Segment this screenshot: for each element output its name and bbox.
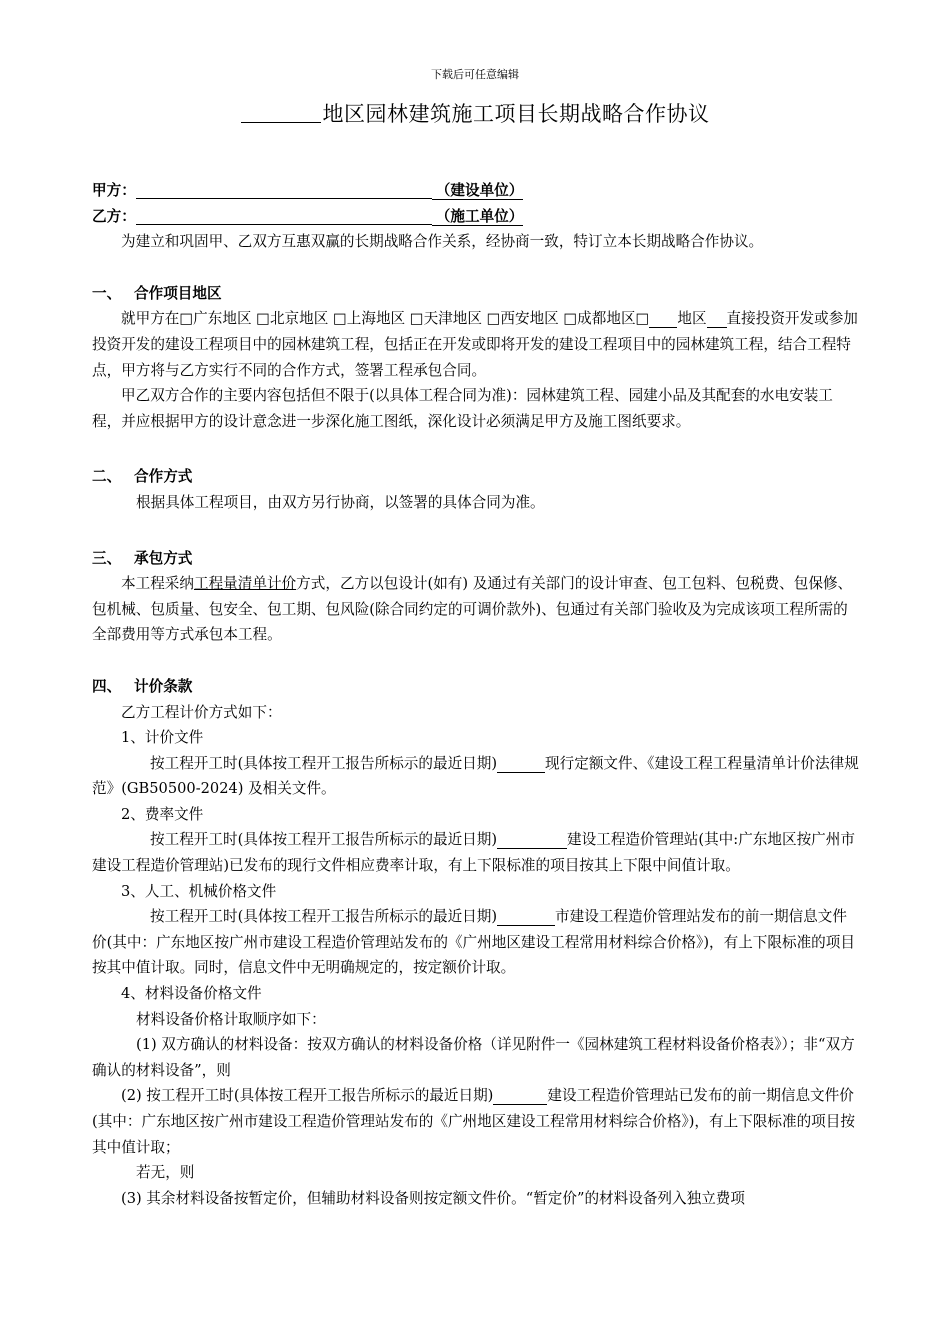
date-blank-2 <box>497 830 567 849</box>
s1-p1-c: 直接投资开发或参加投资开发的建设工程项目中的园林建筑工程，包括正在开发或即将开发的建设工程项目中的园林建筑工程，结合工程特点，甲方将与乙方实行不同的合作方式，签署工程承包合同。 <box>92 310 858 379</box>
s3-p1-b: 方式，乙方以包设计(如有) 及通过有关部门的设计审查、包工包料、包税费、包保修、包机械、包质量、包安全、包工期、包风险(除合同约定的可调价款外)、包通过有关部门验收及为完成该项工程所需的全部费用等方式承包本工程。 <box>92 575 853 644</box>
region-blank <box>649 309 677 328</box>
item-1-title: 1、计价文件 <box>121 729 204 747</box>
item-3-text <box>92 904 860 981</box>
item-4-if-none: 若无，则 <box>136 1164 195 1182</box>
item-4-sub-3: (3) 其余材料设备按暂定价，但辅助材料设备则按定额文件价。“暂定价”的材料设备列入独立费项 <box>121 1189 745 1207</box>
section-2-heading <box>92 464 860 490</box>
i2-b: 建设工程造价管理站(其中:广东地区按广州市建设工程造价管理站)已发布的现行文件相应费率计取，有上下限标准的项目按其上下限中间值计取。 <box>92 831 855 875</box>
item-2-text <box>92 827 860 878</box>
party-a-blank <box>136 180 432 199</box>
section-4-heading <box>92 674 860 700</box>
section-3-title: 承包方式 <box>134 549 193 567</box>
s3-p1-underlined: 工程量清单计价 <box>193 575 297 593</box>
i1-b: 现行定额文件、《建设工程工程量清单计价法律规范》(GB50500-2024) 及相关文件。 <box>92 754 859 798</box>
section-4-number: 四、 <box>92 677 122 695</box>
section-1-title: 合作项目地区 <box>134 284 222 302</box>
i3-a: 按工程开工时(具体按工程开工报告所标示的最近日期) <box>150 908 498 926</box>
section-1-heading <box>92 281 860 307</box>
section-4-intro: 乙方工程计价方式如下： <box>121 703 282 721</box>
party-a-label: 甲方： <box>92 182 136 199</box>
party-a-line <box>92 178 860 204</box>
date-blank-1 <box>497 754 545 773</box>
party-a-role: （建设单位） <box>432 182 524 200</box>
section-4-title: 计价条款 <box>134 677 193 695</box>
s1-p1-b: 地区 <box>677 310 707 328</box>
section-2-number: 二、 <box>92 468 122 486</box>
item-4-intro: 材料设备价格计取顺序如下： <box>136 1010 326 1028</box>
i3-b: 市建设工程造价管理站发布的前一期信息文件价(其中：广东地区按广州市建设工程造价管理站发布的《广州地区建设工程常用材料综合价格》)，有上下限标准的项目按其中值计取。同时，信息文件中无明确规定的，按定额价计取。 <box>92 908 855 977</box>
header-note: 下载后可任意编辑 <box>431 68 519 81</box>
party-b-role: （施工单位） <box>432 208 524 226</box>
s3-p1-a: 本工程采纳 <box>121 575 194 593</box>
party-b-label: 乙方： <box>92 207 136 225</box>
region-blank-2 <box>707 309 727 328</box>
section-1-paragraph-2: 甲乙双方合作的主要内容包括但不限于(以具体工程合同为准)：园林建筑工程、园建小品及其配套的水电安装工程，并应根据甲方的设计意念进一步深化施工图纸，深化设计必须满足甲方及施工图纸要求。 <box>92 387 833 430</box>
party-b-blank <box>136 206 432 225</box>
date-blank-3 <box>497 907 555 926</box>
s1-p1-a: 就甲方在□广东地区 □北京地区 □上海地区 □天津地区 □西安地区 □成都地区□ <box>121 310 650 328</box>
item-1-text <box>92 751 860 802</box>
item-4-title: 4、材料设备价格文件 <box>121 985 262 1003</box>
i4-2-a: (2) 按工程开工时(具体按工程开工报告所标示的最近日期) <box>121 1087 494 1105</box>
item-4-sub-2 <box>92 1083 860 1160</box>
section-3-number: 三、 <box>92 549 122 567</box>
title-blank <box>241 102 321 123</box>
section-2-paragraph: 根据具体工程项目，由双方另行协商，以签署的具体合同为准。 <box>136 493 545 511</box>
date-blank-4 <box>493 1086 547 1105</box>
section-1-paragraph-1 <box>92 306 860 383</box>
document-title <box>0 98 950 128</box>
document-body <box>92 178 860 1211</box>
section-3-heading <box>92 546 860 572</box>
title-text: 地区园林建筑施工项目长期战略合作协议 <box>322 102 710 126</box>
i1-a: 按工程开工时(具体按工程开工报告所标示的最近日期) <box>150 754 498 772</box>
section-1-number: 一、 <box>92 284 122 302</box>
item-2-title: 2、费率文件 <box>121 805 204 823</box>
item-4-sub-1: (1) 双方确认的材料设备：按双方确认的材料设备价格（详见附件一《园林建筑工程材料设备价格表》）；非“双方确认的材料设备”，则 <box>92 1036 855 1079</box>
i4-2-b: 建设工程造价管理站已发布的前一期信息文件价(其中：广东地区按广州市建设工程造价管理站发布的《广州地区建设工程常用材料综合价格》)，有上下限标准的项目按其中值计取； <box>92 1087 855 1156</box>
i2-a: 按工程开工时(具体按工程开工报告所标示的最近日期) <box>150 831 498 849</box>
section-2-title: 合作方式 <box>134 468 193 486</box>
item-3-title: 3、人工、机械价格文件 <box>121 882 277 900</box>
party-b-line <box>92 204 860 230</box>
section-3-paragraph <box>92 571 860 648</box>
intro-paragraph: 为建立和巩固甲、乙双方互惠双赢的长期战略合作关系，经协商一致，特订立本长期战略合作协议。 <box>121 233 764 251</box>
